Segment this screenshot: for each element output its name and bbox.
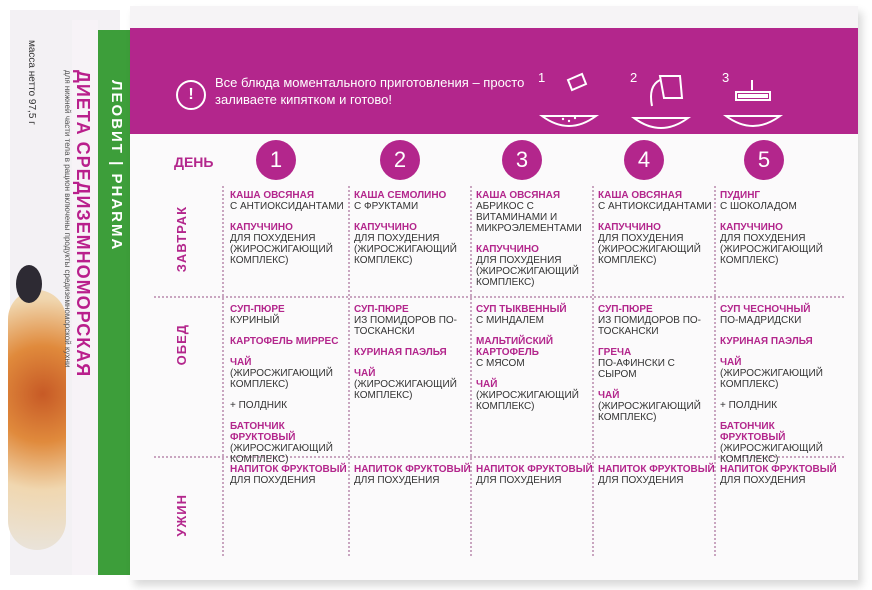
dish-description: ДЛЯ ПОХУДЕНИЯ (ЖИРОСЖИГАЮЩИЙ КОМПЛЕКС) bbox=[476, 255, 579, 288]
row-label-breakfast: ЗАВТРАК bbox=[174, 206, 189, 273]
box-front-panel bbox=[130, 6, 858, 580]
menu-cell-lunch-day-2 bbox=[354, 304, 472, 401]
dish-name: СУП ТЫКВЕННЫЙ bbox=[476, 304, 567, 315]
dish-name: ЧАЙ bbox=[598, 390, 620, 401]
item-spacer bbox=[230, 411, 348, 421]
dish-name: МАЛЬТИЙСКИЙ КАРТОФЕЛЬ bbox=[476, 336, 554, 358]
dish-description: + ПОЛДНИК bbox=[230, 400, 288, 411]
dish-description: ИЗ ПОМИДОРОВ ПО-ТОСКАНСКИ bbox=[354, 315, 458, 337]
kettle-pour-icon bbox=[630, 70, 692, 134]
menu-cell-dinner-day-1 bbox=[230, 464, 348, 486]
item-spacer bbox=[598, 212, 716, 222]
menu-cell-dinner-day-5 bbox=[720, 464, 838, 486]
header-top-band bbox=[130, 6, 858, 28]
column-divider bbox=[348, 186, 350, 556]
dish-description: (ЖИРОСЖИГАЮЩИЙ КОМПЛЕКС) bbox=[230, 368, 333, 390]
dish-description: ДЛЯ ПОХУДЕНИЯ bbox=[230, 475, 316, 486]
instruction-header bbox=[130, 28, 858, 134]
menu-cell-breakfast-day-1 bbox=[230, 190, 348, 266]
dish-description: С ШОКОЛАДОМ bbox=[720, 201, 797, 212]
dish-description: ДЛЯ ПОХУДЕНИЯ bbox=[354, 475, 440, 486]
dish-name: НАПИТОК ФРУКТОВЫЙ bbox=[476, 464, 593, 475]
bowl-powder-icon bbox=[538, 70, 600, 134]
dish-name: ПУДИНГ bbox=[720, 190, 761, 201]
item-spacer bbox=[230, 390, 348, 400]
dish-description: С МЯСОМ bbox=[476, 358, 525, 369]
dish-name: НАПИТОК ФРУКТОВЫЙ bbox=[720, 464, 837, 475]
dish-description: ИЗ ПОМИДОРОВ ПО-ТОСКАНСКИ bbox=[598, 315, 702, 337]
exclamation-icon: ! bbox=[176, 80, 206, 110]
dish-description: (ЖИРОСЖИГАЮЩИЙ КОМПЛЕКС) bbox=[476, 390, 579, 412]
menu-cell-breakfast-day-3 bbox=[476, 190, 594, 288]
item-spacer bbox=[230, 347, 348, 357]
item-spacer bbox=[476, 234, 594, 244]
dish-name: БАТОНЧИК ФРУКТОВЫЙ bbox=[720, 421, 786, 443]
item-spacer bbox=[720, 411, 838, 421]
dish-name: СУП-ПЮРЕ bbox=[598, 304, 653, 315]
dish-name: ЧАЙ bbox=[230, 357, 252, 368]
instruction-text: Все блюда моментального приготовления – просто заливаете кипятком и готово! bbox=[215, 75, 525, 107]
dish-description: С АНТИОКСИДАНТАМИ bbox=[230, 201, 344, 212]
item-spacer bbox=[476, 369, 594, 379]
dish-name: КАПУЧЧИНО bbox=[598, 222, 661, 233]
row-label-dinner: УЖИН bbox=[174, 494, 189, 537]
item-spacer bbox=[354, 358, 472, 368]
dish-description: ДЛЯ ПОХУДЕНИЯ (ЖИРОСЖИГАЮЩИЙ КОМПЛЕКС) bbox=[230, 233, 333, 266]
dish-name: ГРЕЧА bbox=[598, 347, 632, 358]
step-number: 1 bbox=[538, 70, 546, 85]
dish-name: СУП ЧЕСНОЧНЫЙ bbox=[720, 304, 811, 315]
dish-name: ЧАЙ bbox=[720, 357, 742, 368]
day-2-badge: 2 bbox=[380, 140, 420, 180]
dish-description: (ЖИРОСЖИГАЮЩИЙ КОМПЛЕКС) bbox=[720, 443, 823, 465]
item-spacer bbox=[354, 212, 472, 222]
item-spacer bbox=[720, 212, 838, 222]
step-3-ready bbox=[722, 70, 784, 134]
item-spacer bbox=[720, 390, 838, 400]
item-spacer bbox=[598, 380, 716, 390]
dish-name: КАША СЕМОЛИНО bbox=[354, 190, 447, 201]
dish-name: ЧАЙ bbox=[476, 379, 498, 390]
item-spacer bbox=[720, 347, 838, 357]
dish-name: КАПУЧЧИНО bbox=[354, 222, 417, 233]
dish-description: ДЛЯ ПОХУДЕНИЯ (ЖИРОСЖИГАЮЩИЙ КОМПЛЕКС) bbox=[720, 233, 823, 266]
row-label-lunch: ОБЕД bbox=[174, 324, 189, 366]
menu-cell-lunch-day-4 bbox=[598, 304, 716, 423]
menu-cell-lunch-day-5 bbox=[720, 304, 838, 465]
item-spacer bbox=[354, 337, 472, 347]
menu-cell-dinner-day-2 bbox=[354, 464, 472, 486]
dish-description: КУРИНЫЙ bbox=[230, 315, 280, 326]
dish-description: ДЛЯ ПОХУДЕНИЯ (ЖИРОСЖИГАЮЩИЙ КОМПЛЕКС) bbox=[354, 233, 457, 266]
item-spacer bbox=[476, 326, 594, 336]
menu-cell-breakfast-day-5 bbox=[720, 190, 838, 266]
side-specs: масса нетто 97,5 г bbox=[26, 40, 37, 125]
column-divider bbox=[222, 186, 224, 556]
dish-name: КАША ОВСЯНАЯ bbox=[476, 190, 561, 201]
day-5-badge: 5 bbox=[744, 140, 784, 180]
menu-cell-lunch-day-3 bbox=[476, 304, 594, 412]
dish-description: (ЖИРОСЖИГАЮЩИЙ КОМПЛЕКС) bbox=[598, 401, 701, 423]
menu-cell-dinner-day-3 bbox=[476, 464, 594, 486]
dish-name: КАРТОФЕЛЬ МИРРЕС bbox=[230, 336, 339, 347]
dish-name: СУП-ПЮРЕ bbox=[354, 304, 409, 315]
step-2-pour-water bbox=[630, 70, 692, 134]
dish-description: С ФРУКТАМИ bbox=[354, 201, 419, 212]
dish-description: ПО-АФИНСКИ С СЫРОМ bbox=[598, 358, 675, 380]
dish-name: КАПУЧЧИНО bbox=[230, 222, 293, 233]
dish-description: С АНТИОКСИДАНТАМИ bbox=[598, 201, 712, 212]
dish-description: ДЛЯ ПОХУДЕНИЯ bbox=[720, 475, 806, 486]
dish-description: (ЖИРОСЖИГАЮЩИЙ КОМПЛЕКС) bbox=[720, 368, 823, 390]
side-subtitle: для нижней части тела в рацион включены продукты средиземноморской кухни bbox=[63, 70, 72, 368]
dish-description: (ЖИРОСЖИГАЮЩИЙ КОМПЛЕКС) bbox=[230, 443, 333, 465]
step-number: 3 bbox=[722, 70, 730, 85]
menu-cell-breakfast-day-4 bbox=[598, 190, 716, 266]
dish-name: КУРИНАЯ ПАЭЛЬЯ bbox=[354, 347, 447, 358]
dish-name: ЧАЙ bbox=[354, 368, 376, 379]
brand-logo: ЛЕОВИТ | PHARMA bbox=[108, 80, 125, 252]
menu-cell-lunch-day-1 bbox=[230, 304, 348, 465]
day-1-badge: 1 bbox=[256, 140, 296, 180]
dish-name: КАПУЧЧИНО bbox=[720, 222, 783, 233]
dish-name: КУРИНАЯ ПАЭЛЬЯ bbox=[720, 336, 813, 347]
olive-photo bbox=[16, 265, 42, 303]
dish-description: (ЖИРОСЖИГАЮЩИЙ КОМПЛЕКС) bbox=[354, 379, 457, 401]
dish-name: НАПИТОК ФРУКТОВЫЙ bbox=[230, 464, 347, 475]
day-label: ДЕНЬ bbox=[174, 154, 214, 170]
dish-description: ДЛЯ ПОХУДЕНИЯ bbox=[476, 475, 562, 486]
dish-description: С МИНДАЛЕМ bbox=[476, 315, 544, 326]
dish-name: КАПУЧЧИНО bbox=[476, 244, 539, 255]
item-spacer bbox=[598, 337, 716, 347]
dish-name: СУП-ПЮРЕ bbox=[230, 304, 285, 315]
box-side-panel bbox=[0, 0, 130, 590]
menu-cell-dinner-day-4 bbox=[598, 464, 716, 486]
side-title: ДИЕТА СРЕДИЗЕМНОМОРСКАЯ bbox=[73, 70, 93, 378]
row-divider bbox=[154, 296, 844, 298]
dish-name: КАША ОВСЯНАЯ bbox=[230, 190, 315, 201]
item-spacer bbox=[720, 326, 838, 336]
dish-name: БАТОНЧИК ФРУКТОВЫЙ bbox=[230, 421, 296, 443]
step-number: 2 bbox=[630, 70, 638, 85]
dish-name: НАПИТОК ФРУКТОВЫЙ bbox=[354, 464, 471, 475]
dish-description: АБРИКОС С ВИТАМИНАМИ И МИКРОЭЛЕМЕНТАМИ bbox=[476, 201, 582, 234]
step-1-pour-powder bbox=[538, 70, 600, 134]
dish-name: НАПИТОК ФРУКТОВЫЙ bbox=[598, 464, 715, 475]
day-4-badge: 4 bbox=[624, 140, 664, 180]
item-spacer bbox=[230, 326, 348, 336]
menu-cell-breakfast-day-2 bbox=[354, 190, 472, 266]
bowl-ready-icon bbox=[722, 70, 784, 134]
dish-description: + ПОЛДНИК bbox=[720, 400, 778, 411]
dish-description: ДЛЯ ПОХУДЕНИЯ (ЖИРОСЖИГАЮЩИЙ КОМПЛЕКС) bbox=[598, 233, 701, 266]
dish-description: ПО-МАДРИДСКИ bbox=[720, 315, 802, 326]
dish-name: КАША ОВСЯНАЯ bbox=[598, 190, 683, 201]
day-3-badge: 3 bbox=[502, 140, 542, 180]
item-spacer bbox=[230, 212, 348, 222]
dish-description: ДЛЯ ПОХУДЕНИЯ bbox=[598, 475, 684, 486]
